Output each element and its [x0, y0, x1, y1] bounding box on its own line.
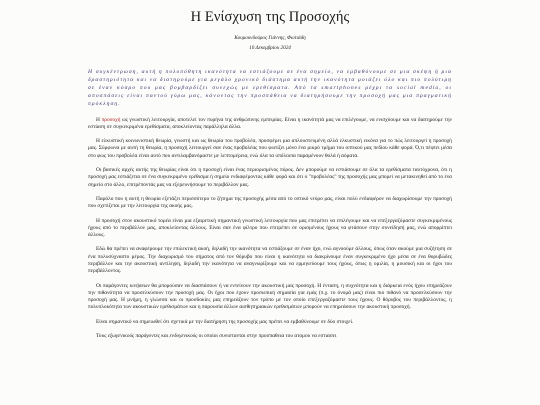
paragraph-8: Είναι σημαντικό να σημειωθεί ότι σχετικά με την διατήρηση της προσοχής μας πρέπει να εμβαθύνουμε σε δύο στοιχεί.: [96, 318, 354, 325]
paragraph-7-text: θα μπορούσαν να διασπάσουν ή να εντείνουν την ακουστική μας προσοχή. Η ένταση, η συχνότητα και η διάρκεια ενός ήχου επηρεάζουν την πιθανότητα να προσελκύσουν την προσοχή μας. Οι ήχοι που έχουν προσωπική σημασία για εμάς (π.χ. το όνομά μας) είναι πιο πιθανό να προσελκύσουν την προσοχή μας. Η μνήμη, η γλώσσα και οι προσδοκίες μας επηρεάζουν τον τρόπο με τον οποίο επεξεργαζόμαστε τους ήχους. Ο θόρυβος του περιβάλλοντος, η πολυπλοκότητα των ακουστικών ερεθισμάτων και η παρουσία άλλων αισθητηριακών ερεθισμάτων μπορούν να επηρεάσουν την ακουστική προσοχή.: [88, 282, 452, 311]
paragraph-6: Εδώ θα πρέπει να αναφέρουμε την επιλεκτική ακοή, δηλαδή την ικανότητα να εστιάζουμε σε έναν ήχο, ενώ αγνοούμε άλλους, όπως όταν ακούμε μια συζήτηση σε ένα πολυσύχναστο μέρος. Την διαχωρισμό του σήματος από τον θόρυβο που είναι η ικανότητα να διακρίνουμε έναν συγκεκριμένο ήχο μέσα σε ένα θορυβώδες περιβάλλον και την ακουστική αντίληψη, δηλαδή την ικανότητα να αναγνωρίζουμε και να ερμηνεύουμε τους ήχους, όπως η ομιλία, η μουσική και οι ήχοι του περιβάλλοντος.: [88, 246, 452, 275]
paragraph-5: Η προσοχή στον ακουστικό τομέα είναι μια εξαιρετική σημαντική γνωστική λειτουργία που μας επιτρέπει να επιλέγουμε και να επεξεργαζόμαστε συγκεκριμένους ήχους από το περιβάλλον μας, αποκλείοντας άλλους. Είναι σαν ένα φίλτρο που επιτρέπει σε ορισμένους ήχους να φτάσουν στην συνείδησή μας, ενώ απορρίπτει άλλους.: [88, 217, 452, 239]
abstract: Η συγκέντρωση, αυτή η πολυπόθητη ικανότητα να εστιάζουμε σε ένα σημείο, να εμβαθύνουμε σε μια σκέψη ή μια δραστηριότητα και να διατηρούμε για μεγάλο χρονικό διάστημα αυτή την ικανότητα μοιάζει όλο και πιο πολύτιμη σε έναν κόσμο που μας βομβαρδίζει συνεχώς με ερεθίσματα. Από τα smartphones μέχρι τα social media, οι αποσπάσεις είναι παντού γύρω μας, κάνοντας την προσπάθεια να διατηρήσουμε την προσοχή μας μια πραγματική πρόκληση.: [88, 69, 452, 107]
paragraph-4: Παρόλο που η αυτή η θεωρία εξετάζει περισσότερο το ζήτημα της προσοχής μέσα από το οπτικό νεύρο μας, είναι πολύ ενδιαφέρον να διαχωρίσουμε την προσοχή που σχετίζεται με την λειτουργία της ακοής μας.: [88, 195, 452, 210]
paragraph-9-lead: Τους: [96, 333, 108, 340]
paragraph-7-lead: Οι παράγοντες: [96, 282, 130, 289]
paragraph-1-lead: Η: [96, 116, 102, 123]
paragraph-2: Η ελκυστική κοινωνιστική θεωρία, γνωστή και ως θεωρία του προβολέα, προσφέρει μια απλουστευμένη αλλά ελκυστική εικόνα για το πώς λειτουργεί η προσοχή μας. Σύμφωνα με αυτή τη θεωρία, η προσοχή λειτουργεί σαν ένας προβολέας που φωτίζει μόνο ένα μικρό τμήμα του οπτικού μας πεδίου κάθε φορά. Ό,τι πέφτει μέσα στο φως του προβολέα είναι αυτό που αντιλαμβανόμαστε με λεπτομέρεια, ενώ όλα τα υπόλοιπα παραμένουν θολά ή αόρατα.: [88, 138, 452, 159]
document-date: 10 Δεκεμβρίου 2024: [249, 45, 291, 51]
paragraph-9-text: οι οποίοι συνιστανται στην προσπαθεια του ατομου να εστιασει: [197, 333, 337, 340]
paragraph-1: [88, 117, 452, 132]
highlighted-term-attention: προσοχή: [101, 116, 121, 123]
term-exogenous-factors: εξωγενικούς παράγοντες: [107, 333, 160, 340]
paragraph-3: Οι βασικές αρχές αυτής της θεωρίας είναι ότι η προσοχή είναι ένας περιορισμένος πόρος. Δεν μπορούμε να εστιάσουμε σε όλα τα ερεθίσματα ταυτόχρονα, ότι η προσοχή μας εστιάζεται σε ένα συγκεκριμένο ερέθισμα ή σημείο ενδιαφέροντος κάθε φορά και ότι ο "προβολέας" της προσοχής μας μπορεί να μετακινηθεί από το ένα σημείο στο άλλο, επιτρέποντάς μας να εξερευνήσουμε το περιβάλλον μας.: [88, 167, 452, 188]
highlighted-term-factors: κινήσεων: [129, 282, 150, 289]
term-endogenous-factors: ενδογενικούς: [169, 333, 198, 340]
document-authors: Κουμουνδούρος Γιάννης, Φωτιάδη: [234, 35, 306, 41]
paragraph-7: [88, 283, 452, 312]
paragraph-9-mid: και: [159, 333, 170, 340]
paragraph-1-text: ως γνωστική λειτουργία, αποτελεί τον πυρήνα της ανθρώπινης εμπειρίας. Είναι η ικανότητά μας να επιλέγουμε, να ενισχύουμε και να διατηρούμε την εστίαση σε συγκεκριμένα ερεθίσματα, αποκλείοντας παράλληλα άλλα.: [88, 116, 452, 130]
document-title: Η Ενίσχυση της Προσοχής: [190, 9, 350, 25]
paragraph-9: [88, 333, 452, 340]
